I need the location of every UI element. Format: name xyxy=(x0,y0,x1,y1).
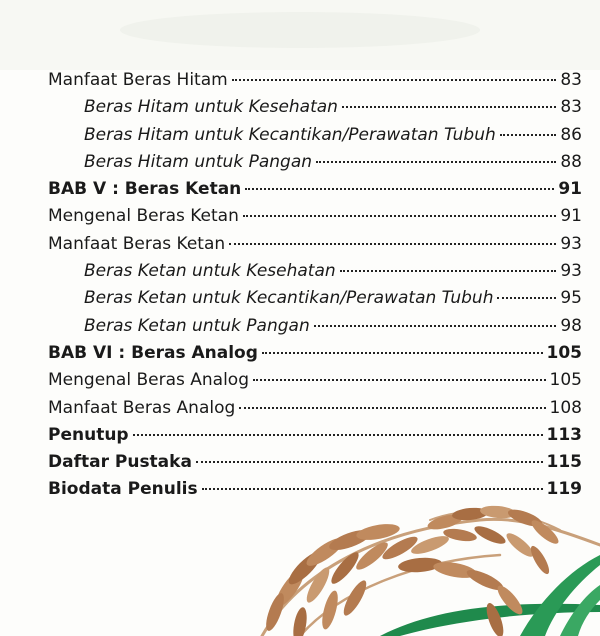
table-of-contents xyxy=(48,70,582,507)
toc-chapter-entry xyxy=(48,479,582,506)
toc-entry xyxy=(48,70,582,97)
toc-entry-page: 88 xyxy=(560,151,582,172)
toc-entry-page: 83 xyxy=(560,70,582,90)
toc-entry xyxy=(48,261,582,288)
toc-entry xyxy=(48,152,582,179)
toc-chapter-entry xyxy=(48,452,582,479)
toc-leader-dots xyxy=(497,297,556,299)
toc-entry-title: Manfaat Beras Analog xyxy=(48,397,236,418)
toc-leader-dots xyxy=(500,134,557,136)
toc-entry xyxy=(48,316,582,343)
toc-entry xyxy=(48,398,582,425)
toc-entry-page: 98 xyxy=(560,315,582,336)
toc-leader-dots xyxy=(262,352,543,354)
toc-leader-dots xyxy=(243,215,556,217)
toc-entry xyxy=(48,234,582,261)
toc-entry-title: Daftar Pustaka xyxy=(48,452,192,473)
toc-chapter-entry xyxy=(48,179,582,206)
toc-entry-title: Beras Hitam untuk Kesehatan xyxy=(84,97,338,118)
toc-leader-dots xyxy=(202,488,543,490)
toc-entry xyxy=(48,288,582,315)
toc-entry-page: 95 xyxy=(560,288,582,309)
toc-leader-dots xyxy=(342,106,556,108)
toc-entry-page: 105 xyxy=(546,342,582,363)
toc-entry-title: Penutup xyxy=(48,424,129,445)
toc-entry-page: 105 xyxy=(549,370,582,391)
toc-leader-dots xyxy=(196,461,543,463)
toc-entry-title: Mengenal Beras Analog xyxy=(48,370,249,391)
toc-entry-title: Beras Hitam untuk Kecantikan/Perawatan Tubuh xyxy=(84,124,496,145)
toc-entry-page: 91 xyxy=(560,206,582,227)
toc-leader-dots xyxy=(253,379,546,381)
toc-chapter-entry xyxy=(48,425,582,452)
toc-leader-dots xyxy=(314,325,557,327)
toc-entry-page: 83 xyxy=(560,97,582,118)
toc-entry xyxy=(48,125,582,152)
toc-entry-page: 93 xyxy=(560,261,582,282)
toc-entry-page: 93 xyxy=(560,233,582,254)
toc-entry-title: BAB V : Beras Ketan xyxy=(48,179,242,200)
toc-leader-dots xyxy=(133,434,543,436)
toc-entry-page: 86 xyxy=(560,124,582,145)
toc-entry xyxy=(48,206,582,233)
toc-entry-page: 108 xyxy=(549,397,582,418)
toc-leader-dots xyxy=(239,407,545,409)
toc-leader-dots xyxy=(232,79,557,81)
toc-entry-title: Beras Ketan untuk Pangan xyxy=(84,315,310,336)
toc-entry-page: 115 xyxy=(546,452,582,473)
toc-entry-page: 119 xyxy=(546,479,582,500)
toc-entry-title: BAB VI : Beras Analog xyxy=(48,342,258,363)
toc-entry-title: Mengenal Beras Ketan xyxy=(48,206,239,227)
toc-chapter-entry xyxy=(48,343,582,370)
toc-entry-title: Beras Hitam untuk Pangan xyxy=(84,151,313,172)
toc-entry xyxy=(48,370,582,397)
toc-leader-dots xyxy=(229,243,556,245)
toc-leader-dots xyxy=(340,270,557,272)
toc-entry xyxy=(48,97,582,124)
toc-entry-title: Manfaat Beras Ketan xyxy=(48,233,226,254)
toc-leader-dots xyxy=(316,161,556,163)
toc-entry-page: 91 xyxy=(558,179,582,200)
toc-entry-title: Beras Ketan untuk Kesehatan xyxy=(84,261,336,282)
toc-entry-page: 113 xyxy=(546,424,582,445)
toc-entry-title: Manfaat Beras Hitam xyxy=(48,70,228,90)
toc-entry-title: Beras Ketan untuk Kecantikan/Perawatan Tubuh xyxy=(84,288,494,309)
toc-leader-dots xyxy=(245,188,554,190)
toc-entry-title: Biodata Penulis xyxy=(48,479,198,500)
